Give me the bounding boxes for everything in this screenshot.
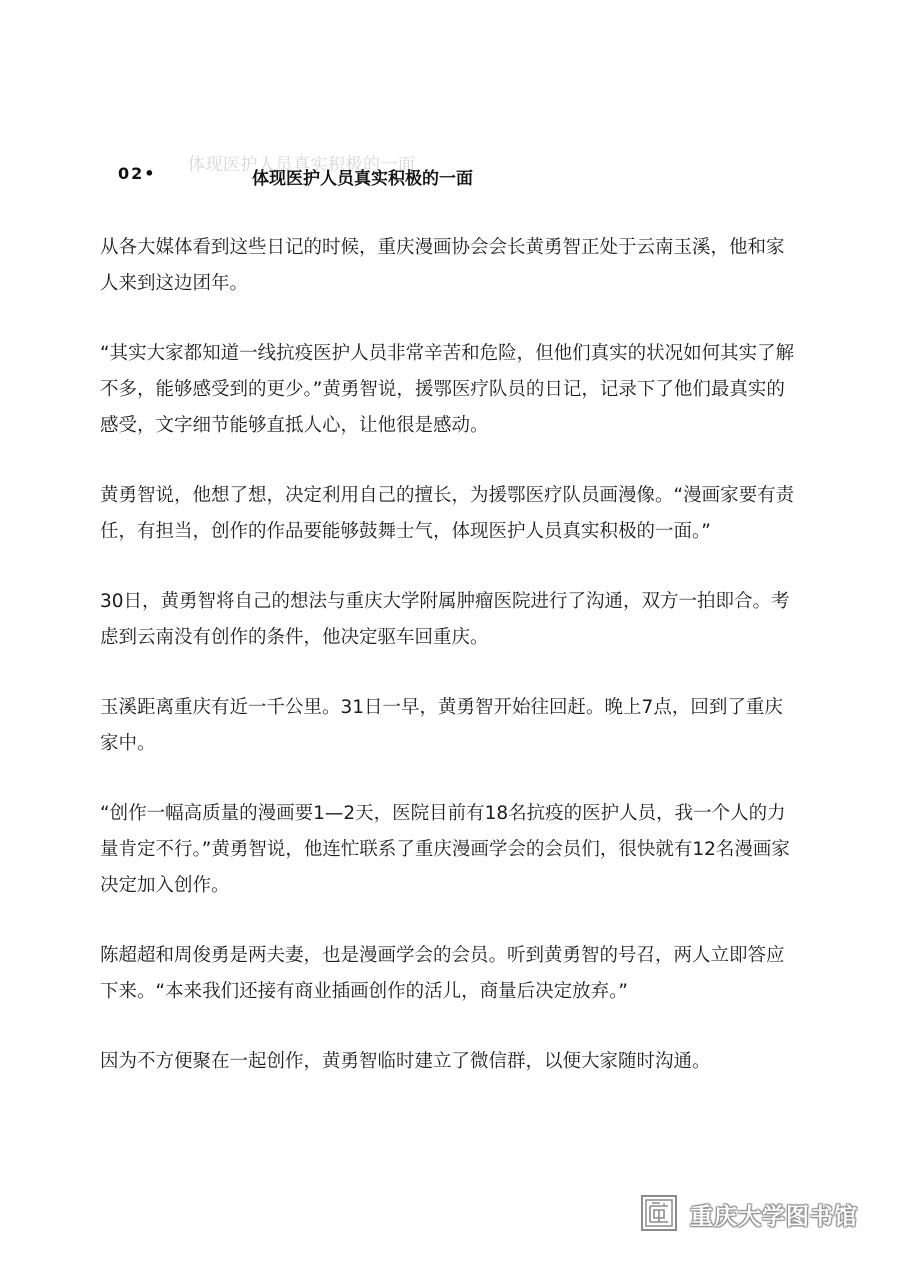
article-body <box>100 230 800 1114</box>
paragraph-6: “创作一幅高质量的漫画要1—2天，医院目前有18名抗疫的医护人员，我一个人的力量肯定不行。”黄勇智说，他连忙联系了重庆漫画学会的会员们，很快就有12名漫画家决定加入创作。 <box>100 803 790 896</box>
library-name: 重庆大学图书馆 <box>690 1204 858 1230</box>
faded-heading-watermark: 体现医护人员真实积极的一面 <box>188 155 416 175</box>
paragraph-5: 玉溪距离重庆有近一千公里。31日一早，黄勇智开始往回赶。晚上7点，回到了重庆家中。 <box>100 697 783 754</box>
paragraph-3: 黄勇智说，他想了想，决定利用自己的擅长，为援鄂医疗队员画漫像。“漫画家要有责任，有担当，创作的作品要能够鼓舞士气，体现医护人员真实积极的一面。” <box>100 485 795 542</box>
paragraph-7: 陈超超和周俊勇是两夫妻，也是漫画学会的会员。听到黄勇智的号召，两人立即答应下来。“本来我们还接有商业插画创作的活儿，商量后决定放弃。” <box>100 945 785 1002</box>
section-header <box>118 164 818 190</box>
paragraph-1: 从各大媒体看到这些日记的时候，重庆漫画协会会长黄勇智正处于云南玉溪，他和家人来到这边团年。 <box>100 237 785 294</box>
library-seal-icon <box>640 1194 678 1232</box>
paragraph-8: 因为不方便聚在一起创作，黄勇智临时建立了微信群，以便大家随时沟通。 <box>100 1051 711 1072</box>
section-title: 体现医护人员真实积极的一面 <box>252 169 473 189</box>
paragraph-2: “其实大家都知道一线抗疫医护人员非常辛苦和危险，但他们真实的状况如何其实了解不多，能够感受到的更少。”黄勇智说，援鄂医疗队员的日记，记录下了他们最真实的感受，文字细节能够直抵人心，让他很是感动。 <box>100 343 795 436</box>
library-logo-watermark <box>640 1192 870 1236</box>
paragraph-4: 30日，黄勇智将自己的想法与重庆大学附属肿瘤医院进行了沟通，双方一拍即合。考虑到云南没有创作的条件，他决定驱车回重庆。 <box>100 591 790 648</box>
section-number: 02• <box>118 164 157 183</box>
